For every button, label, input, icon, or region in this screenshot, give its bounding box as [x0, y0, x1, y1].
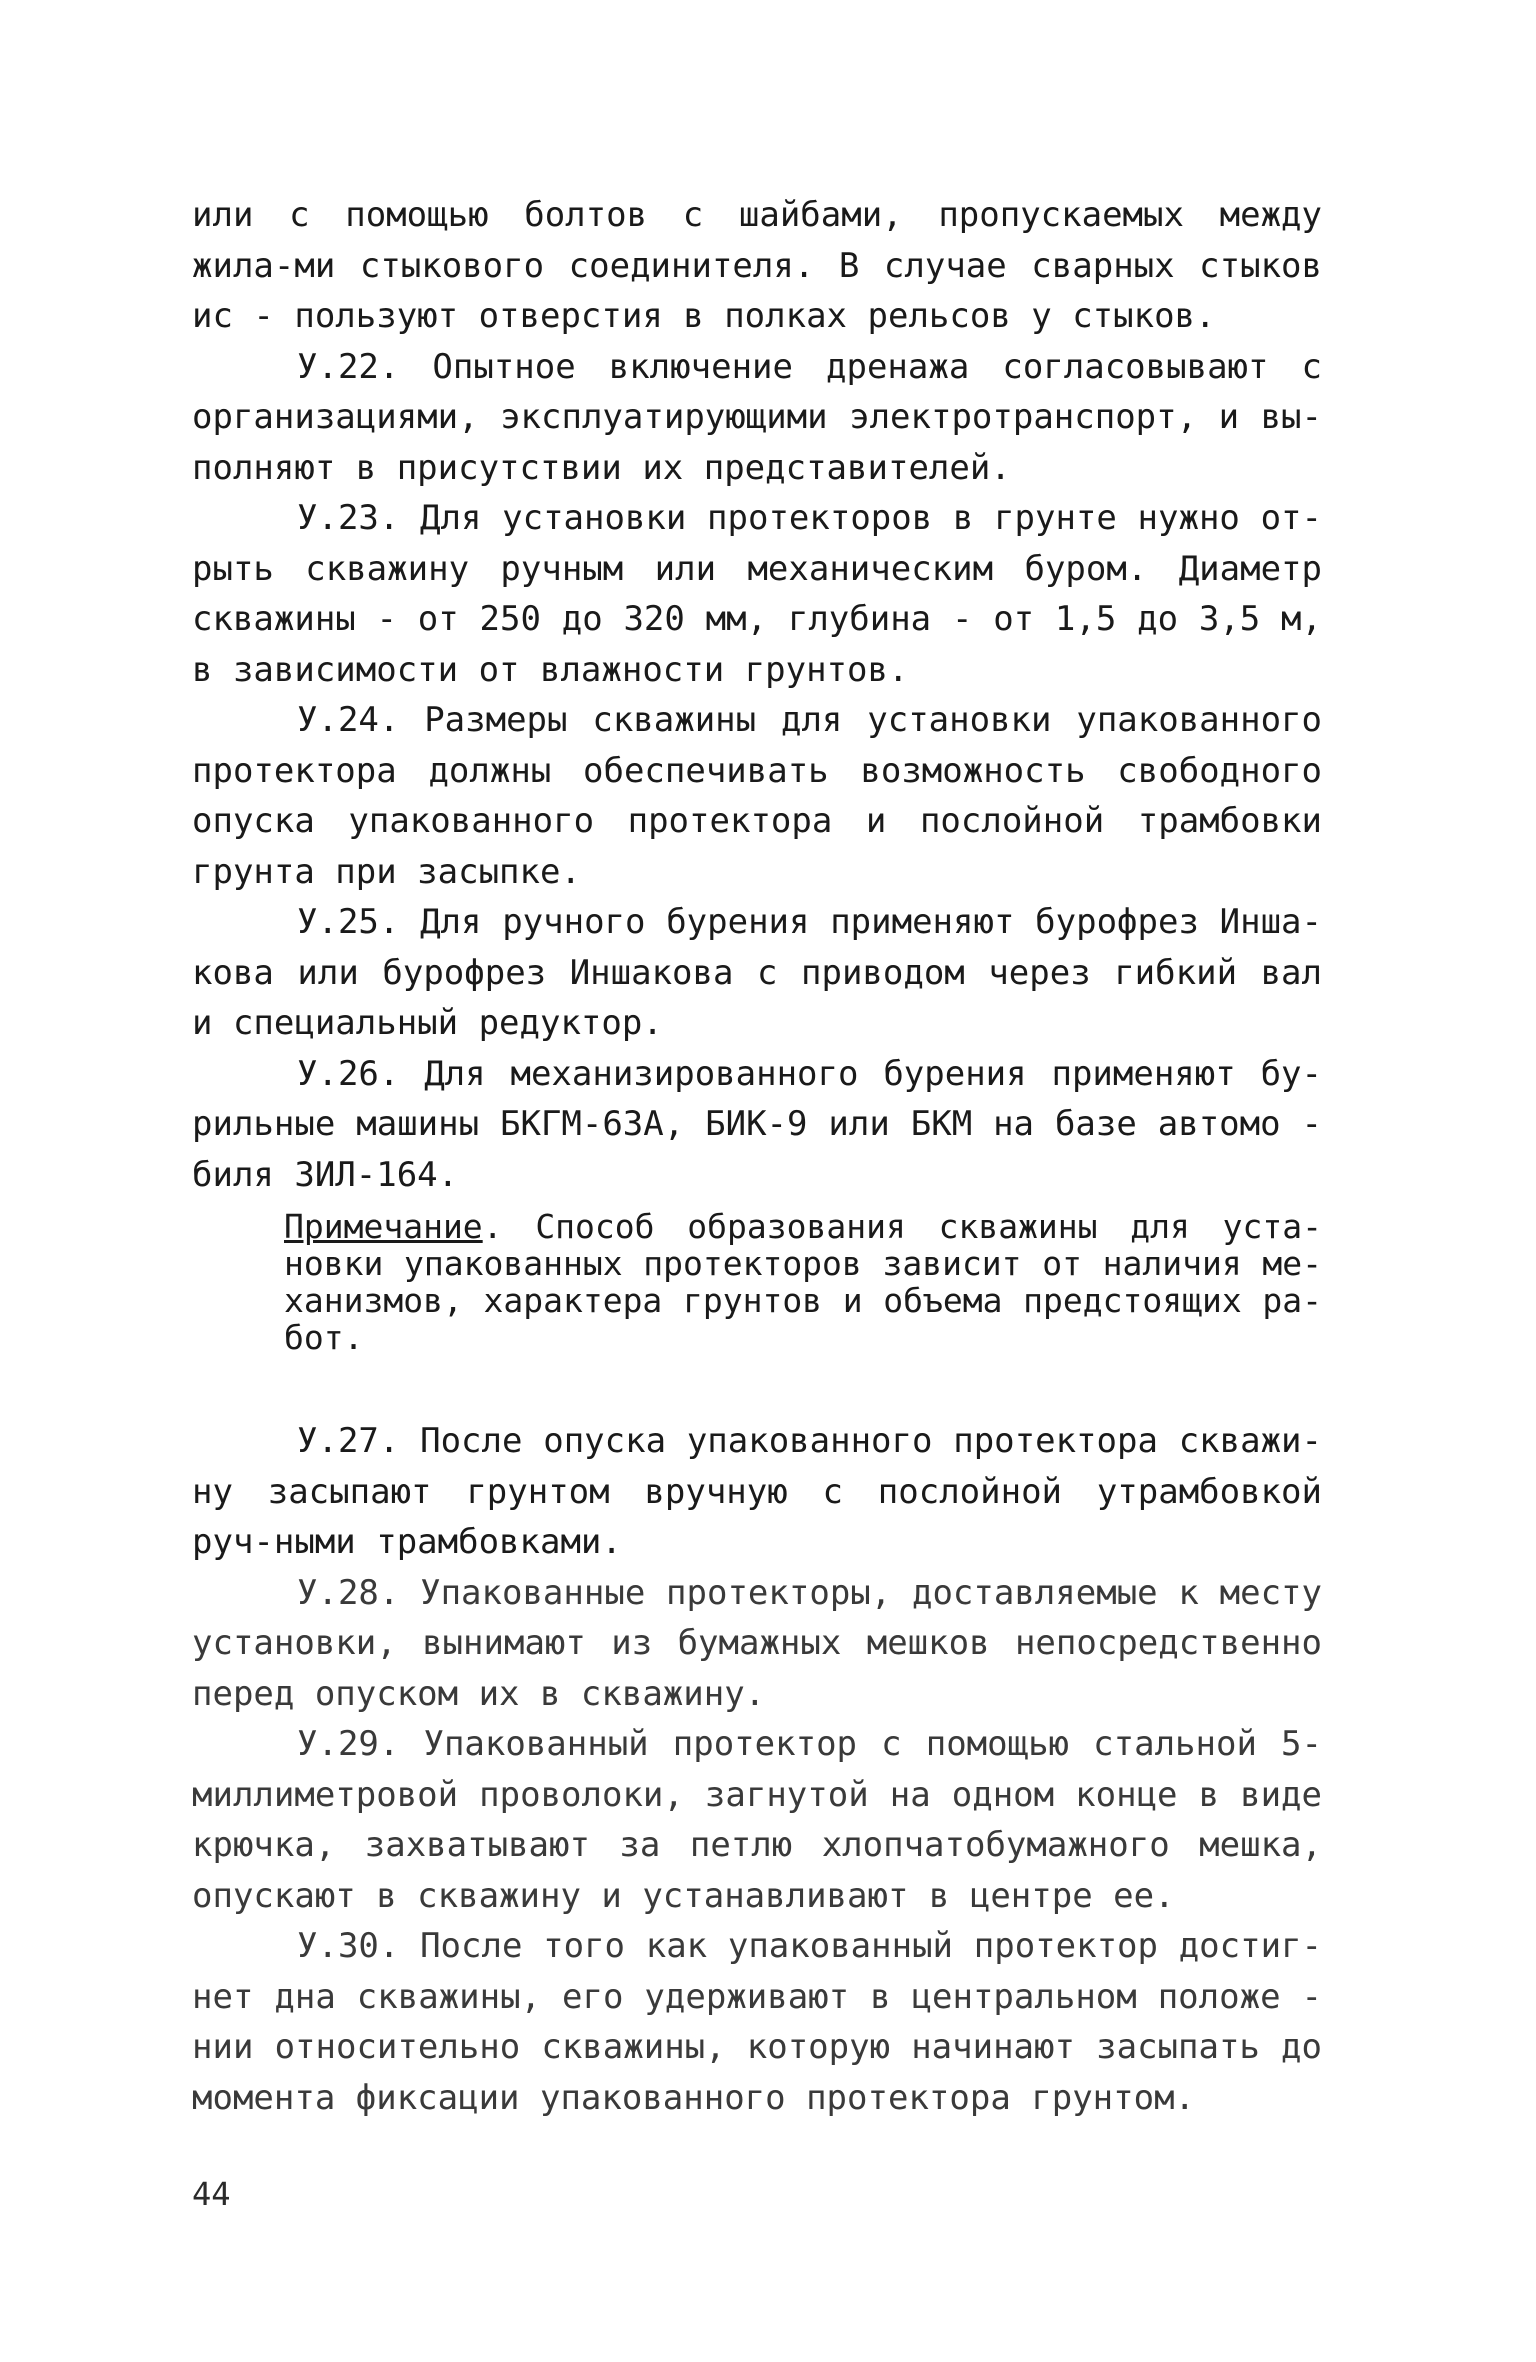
paragraph-v22: У.22. Опытное включение дренажа согласовывают с организациями, эксплуатирующими электротранспорт, и вы-полняют в присутствии их представителей.: [192, 346, 1322, 488]
paragraph-v25: У.25. Для ручного бурения применяют бурофрез Инша-кова или бурофрез Иншакова с приводом через гибкий вал и специальный редуктор.: [192, 902, 1322, 1043]
paragraph-v24: У.24. Размеры скважины для установки упакованного протектора должны обеспечивать возможность свободного опуска упакованного протектора и послойной трамбовки грунта при засыпке.: [192, 700, 1322, 892]
note-block: [192, 1208, 1322, 1356]
paragraph-v26: У.26. Для механизированного бурения применяют бу-рильные машины БКГМ-63А, БИК-9 или БКМ на базе автомо - биля ЗИЛ-164.: [192, 1053, 1322, 1195]
note-text: . Способ образования скважины для уста-новки упакованных протекторов зависит от наличия ме-ханизмов, характера грунтов и объема предстоящих ра-бот.: [284, 1207, 1322, 1357]
paragraph-v30: У.30. После того как упакованный протектор достиг-нет дна скважины, его удерживают в центральном положе - нии относительно скважины, которую начинают засыпать до момента фиксации упакованного протектора грунтом.: [192, 1926, 1322, 2118]
spacer: [192, 1356, 1322, 1416]
note-label: Примечание: [284, 1207, 483, 1246]
paragraph-v28: У.28. Упакованные протекторы, доставляемые к месту установки, вынимают из бумажных мешков непосредственно перед опуском их в скважину.: [192, 1572, 1322, 1714]
paragraph-v29: У.29. Упакованный протектор с помощью стальной 5-миллиметровой проволоки, загнутой на одном конце в виде крючка, захватывают за петлю хлопчатобумажного мешка, опускают в скважину и устанавливают в центре ее.: [192, 1724, 1322, 1916]
paragraph-v23: У.23. Для установки протекторов в грунте нужно от-рыть скважину ручным или механическим буром. Диаметр скважины - от 250 до 320 мм, глубина - от 1,5 до 3,5 м, в зависимости от влажности грунтов.: [192, 498, 1322, 690]
document-page: [192, 190, 1322, 2123]
paragraph-continuation: или с помощью болтов с шайбами, пропускаемых между жила-ми стыкового соединителя. В случае сварных стыков ис - пользуют отверстия в полках рельсов у стыков.: [192, 195, 1322, 336]
page-number: 44: [192, 2175, 231, 2213]
paragraph-v27: У.27. После опуска упакованного протектора скважи-ну засыпают грунтом вручную с послойной утрамбовкой руч-ными трамбовками.: [192, 1421, 1322, 1562]
